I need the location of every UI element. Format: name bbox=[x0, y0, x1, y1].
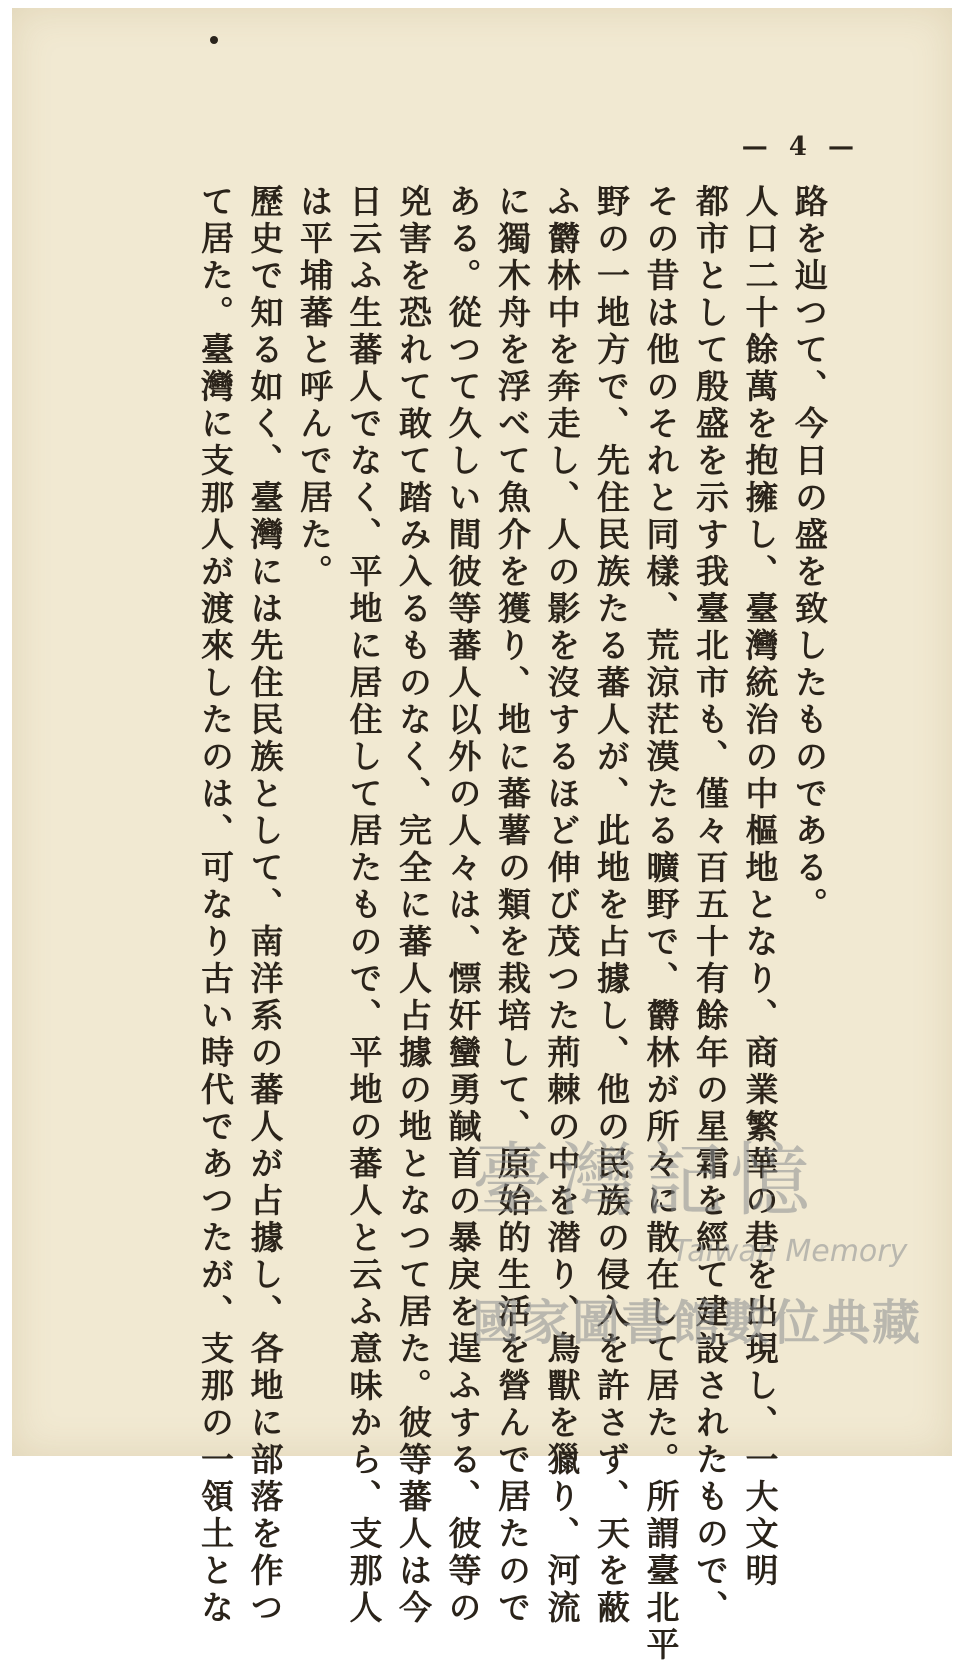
text-column: 路を辿つて、今日の盛を致したものである。 bbox=[790, 184, 829, 924]
ink-dot bbox=[210, 36, 218, 44]
text-column: その昔は他のそれと同樣、荒涼茫漠たる曠野で、欝林が所々に散在して居た。所謂臺北平 bbox=[641, 184, 681, 1664]
text-column: ふ欝林中を奔走し、人の影を沒するほど伸び茂つた荊棘の中を潜り、鳥獸を獵り、河流 bbox=[542, 184, 582, 1627]
text-column: 日云ふ生蕃人でなく、平地に居住して居たもので、平地の蕃人と云ふ意味から、支那人 bbox=[344, 184, 384, 1627]
watermark bbox=[452, 1116, 923, 1366]
watermark-english-text: Taiwan Memory bbox=[672, 1234, 908, 1269]
watermark-library-text: 國家圖書館數位典藏 bbox=[472, 1295, 923, 1351]
text-column: 野の一地方で、先住民族たる蕃人が、此地を占據し、他の民族の侵入を許さず、天を蔽 bbox=[592, 184, 631, 1627]
text-column: 人口二十餘萬を抱擁し、臺灣統治の中樞地となり、商業繁華の巷を出現し、一大文明 bbox=[740, 184, 780, 1590]
page-number: — 4 — bbox=[741, 132, 860, 162]
text-column: は平埔蕃と呼んで居た。 bbox=[295, 184, 334, 591]
paper-sheet bbox=[12, 8, 952, 1664]
text-column: 歷史で知る如く、臺灣には先住民族として、南洋系の蕃人が占據し、各地に部落を作つ bbox=[245, 184, 285, 1627]
text-column: ある。從つて久しい間彼等蕃人以外の人々は、慓奸蠻勇馘首の暴戾を逞ふする、彼等の bbox=[443, 184, 483, 1627]
text-column: 兇害を恐れて敢て踏み入るものなく、完全に蕃人占據の地となつて居た。彼等蕃人は今 bbox=[394, 184, 433, 1627]
text-column: 都市として殷盛を示す我臺北市も、僅々百五十有餘年の星霜を經て建設されたもので、 bbox=[691, 184, 730, 1627]
text-column: て居た。臺灣に支那人が渡來したのは、可なり古い時代であつたが、支那の一領土とな bbox=[196, 184, 235, 1627]
watermark-logo: 臺灣記憶 bbox=[472, 1134, 816, 1227]
text-column: に獨木舟を浮べて魚介を獲り、地に蕃薯の類を栽培して、原始的生活を營んで居たので bbox=[493, 184, 532, 1627]
